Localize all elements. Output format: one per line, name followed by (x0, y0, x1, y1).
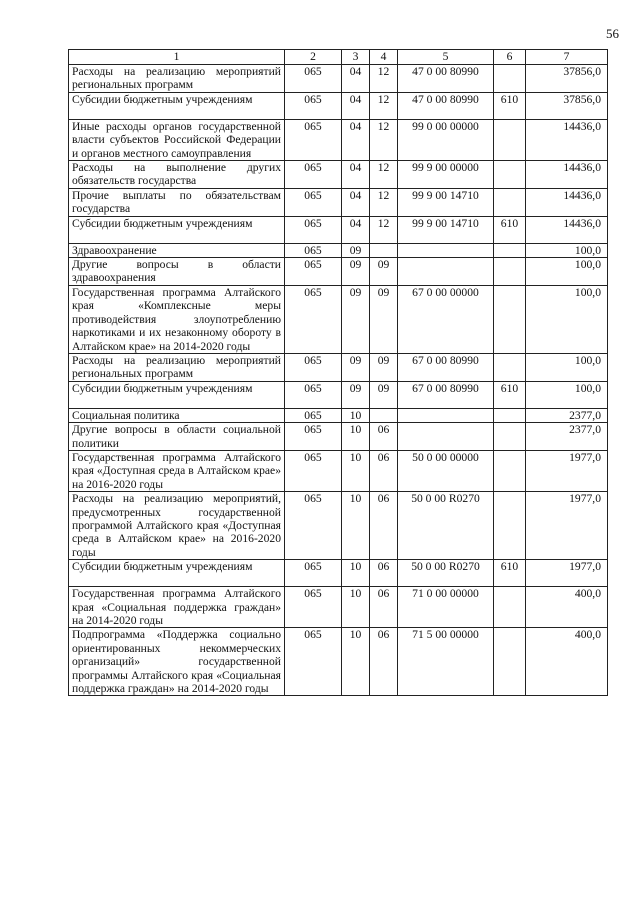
row-c3-cell: 10 (342, 560, 370, 587)
row-c4-cell: 09 (370, 353, 398, 381)
table-row (69, 423, 608, 451)
row-name-cell: Прочие выплаты по обязательствам государства (69, 188, 285, 216)
row-c7-cell: 100,0 (526, 285, 608, 353)
row-name-cell: Другие вопросы в области здравоохранения (69, 258, 285, 286)
row-c6-cell (494, 450, 526, 491)
row-c2-cell: 065 (285, 92, 342, 119)
header-cell: 3 (342, 50, 370, 65)
row-c6-cell (494, 258, 526, 286)
row-name-cell: Социальная политика (69, 408, 285, 422)
table-row (69, 258, 608, 286)
row-c6-cell (494, 243, 526, 257)
row-c2-cell: 065 (285, 65, 342, 93)
header-cell: 6 (494, 50, 526, 65)
row-c4-cell: 06 (370, 628, 398, 696)
row-name-cell: Расходы на реализацию мероприятий региональных программ (69, 353, 285, 381)
row-c4-cell: 12 (370, 119, 398, 160)
row-c3-cell: 10 (342, 450, 370, 491)
row-c6-cell (494, 353, 526, 381)
row-name-cell: Расходы на реализацию мероприятий, предусмотренных государственной программой Алтайского края «Доступная среда в Алтайском крае» на 2016-2020 годы (69, 492, 285, 560)
row-c7-cell: 37856,0 (526, 92, 608, 119)
row-name-cell: Здравоохранение (69, 243, 285, 257)
row-c6-cell: 610 (494, 216, 526, 243)
row-c7-cell: 100,0 (526, 258, 608, 286)
row-c2-cell: 065 (285, 450, 342, 491)
row-name-cell: Государственная программа Алтайского края «Доступная среда в Алтайском крае» на 2016-2020 годы (69, 450, 285, 491)
row-name-cell: Расходы на выполнение других обязательств государства (69, 161, 285, 189)
row-c7-cell: 37856,0 (526, 65, 608, 93)
table-row (69, 587, 608, 628)
table-row (69, 381, 608, 408)
row-c5-cell: 67 0 00 00000 (398, 285, 494, 353)
table-row (69, 243, 608, 257)
row-c5-cell: 47 0 00 80990 (398, 92, 494, 119)
row-c4-cell: 09 (370, 258, 398, 286)
row-c4-cell: 12 (370, 216, 398, 243)
row-c2-cell: 065 (285, 492, 342, 560)
table-row (69, 450, 608, 491)
row-c3-cell: 04 (342, 92, 370, 119)
row-c6-cell (494, 492, 526, 560)
row-c6-cell (494, 587, 526, 628)
row-c6-cell (494, 285, 526, 353)
row-c5-cell: 50 0 00 R0270 (398, 492, 494, 560)
row-c2-cell: 065 (285, 188, 342, 216)
row-c7-cell: 2377,0 (526, 408, 608, 422)
row-c4-cell: 06 (370, 450, 398, 491)
row-c3-cell: 10 (342, 423, 370, 451)
row-c3-cell: 09 (342, 285, 370, 353)
row-c5-cell (398, 423, 494, 451)
row-c4-cell: 09 (370, 285, 398, 353)
row-c7-cell: 14436,0 (526, 188, 608, 216)
row-name-cell: Расходы на реализацию мероприятий региональных программ (69, 65, 285, 93)
row-name-cell: Субсидии бюджетным учреждениям (69, 560, 285, 587)
row-c5-cell: 71 0 00 00000 (398, 587, 494, 628)
header-row (69, 50, 608, 65)
budget-table (68, 49, 608, 696)
header-cell: 7 (526, 50, 608, 65)
row-c5-cell (398, 408, 494, 422)
row-c6-cell (494, 408, 526, 422)
row-c2-cell: 065 (285, 353, 342, 381)
row-name-cell: Субсидии бюджетным учреждениям (69, 216, 285, 243)
row-c5-cell: 99 9 00 00000 (398, 161, 494, 189)
row-c2-cell: 065 (285, 381, 342, 408)
row-c7-cell: 100,0 (526, 243, 608, 257)
row-c5-cell: 67 0 00 80990 (398, 381, 494, 408)
row-c3-cell: 10 (342, 492, 370, 560)
row-c4-cell (370, 408, 398, 422)
row-c5-cell: 47 0 00 80990 (398, 65, 494, 93)
row-c7-cell: 1977,0 (526, 560, 608, 587)
row-c7-cell: 14436,0 (526, 119, 608, 160)
row-c6-cell (494, 161, 526, 189)
row-c3-cell: 10 (342, 408, 370, 422)
table-row (69, 119, 608, 160)
row-name-cell: Подпрограмма «Поддержка социально ориентированных некоммерческих организаций» государственной программы Алтайского края «Социальная поддержка граждан» на 2014-2020 годы (69, 628, 285, 696)
row-c6-cell (494, 65, 526, 93)
header-cell: 5 (398, 50, 494, 65)
row-c7-cell: 2377,0 (526, 423, 608, 451)
table-row (69, 628, 608, 696)
row-c4-cell: 12 (370, 65, 398, 93)
header-cell: 2 (285, 50, 342, 65)
row-name-cell: Субсидии бюджетным учреждениям (69, 92, 285, 119)
row-c7-cell: 400,0 (526, 628, 608, 696)
header-cell: 1 (69, 50, 285, 65)
row-c7-cell: 14436,0 (526, 216, 608, 243)
row-c2-cell: 065 (285, 119, 342, 160)
row-c2-cell: 065 (285, 285, 342, 353)
table-row (69, 492, 608, 560)
row-c4-cell (370, 243, 398, 257)
row-c7-cell: 14436,0 (526, 161, 608, 189)
row-c6-cell (494, 119, 526, 160)
table-row (69, 285, 608, 353)
row-c4-cell: 12 (370, 92, 398, 119)
row-c7-cell: 1977,0 (526, 492, 608, 560)
row-name-cell: Иные расходы органов государственной власти субъектов Российской Федерации и органов местного самоуправления (69, 119, 285, 160)
row-c5-cell: 99 9 00 14710 (398, 188, 494, 216)
row-c5-cell: 67 0 00 80990 (398, 353, 494, 381)
table-row (69, 353, 608, 381)
row-c3-cell: 04 (342, 119, 370, 160)
row-c6-cell (494, 188, 526, 216)
table-row (69, 92, 608, 119)
row-c3-cell: 09 (342, 381, 370, 408)
row-c5-cell: 50 0 00 R0270 (398, 560, 494, 587)
row-c3-cell: 10 (342, 587, 370, 628)
row-c3-cell: 09 (342, 258, 370, 286)
row-c2-cell: 065 (285, 243, 342, 257)
row-c2-cell: 065 (285, 423, 342, 451)
row-c7-cell: 1977,0 (526, 450, 608, 491)
row-c3-cell: 10 (342, 628, 370, 696)
row-c3-cell: 04 (342, 65, 370, 93)
row-c5-cell: 99 0 00 00000 (398, 119, 494, 160)
row-c2-cell: 065 (285, 258, 342, 286)
row-c4-cell: 12 (370, 161, 398, 189)
row-c6-cell: 610 (494, 92, 526, 119)
row-c7-cell: 100,0 (526, 381, 608, 408)
table-row (69, 216, 608, 243)
row-name-cell: Субсидии бюджетным учреждениям (69, 381, 285, 408)
table-row (69, 65, 608, 93)
row-c6-cell: 610 (494, 381, 526, 408)
row-c2-cell: 065 (285, 161, 342, 189)
header-cell: 4 (370, 50, 398, 65)
row-c5-cell (398, 258, 494, 286)
row-c2-cell: 065 (285, 216, 342, 243)
row-c3-cell: 04 (342, 216, 370, 243)
row-c2-cell: 065 (285, 408, 342, 422)
row-c4-cell: 06 (370, 492, 398, 560)
row-c4-cell: 06 (370, 587, 398, 628)
row-c7-cell: 400,0 (526, 587, 608, 628)
row-name-cell: Государственная программа Алтайского края «Социальная поддержка граждан» на 2014-2020 годы (69, 587, 285, 628)
page-number: 56 (606, 26, 619, 41)
row-c3-cell: 04 (342, 161, 370, 189)
row-c4-cell: 12 (370, 188, 398, 216)
row-c3-cell: 09 (342, 243, 370, 257)
table-row (69, 188, 608, 216)
row-c5-cell (398, 243, 494, 257)
row-c5-cell: 71 5 00 00000 (398, 628, 494, 696)
row-c4-cell: 06 (370, 423, 398, 451)
row-c2-cell: 065 (285, 587, 342, 628)
row-c6-cell (494, 423, 526, 451)
table-row (69, 408, 608, 422)
row-c6-cell: 610 (494, 560, 526, 587)
row-c2-cell: 065 (285, 560, 342, 587)
row-c3-cell: 09 (342, 353, 370, 381)
row-c5-cell: 50 0 00 00000 (398, 450, 494, 491)
row-c2-cell: 065 (285, 628, 342, 696)
table-row (69, 560, 608, 587)
row-c4-cell: 06 (370, 560, 398, 587)
row-c6-cell (494, 628, 526, 696)
row-name-cell: Государственная программа Алтайского края «Комплексные меры противодействия злоупотреблению наркотиками и их незаконному обороту в Алтайском крае» на 2014-2020 годы (69, 285, 285, 353)
table-row (69, 161, 608, 189)
row-c7-cell: 100,0 (526, 353, 608, 381)
row-c4-cell: 09 (370, 381, 398, 408)
row-c3-cell: 04 (342, 188, 370, 216)
row-name-cell: Другие вопросы в области социальной политики (69, 423, 285, 451)
table-body (69, 50, 608, 696)
row-c5-cell: 99 9 00 14710 (398, 216, 494, 243)
